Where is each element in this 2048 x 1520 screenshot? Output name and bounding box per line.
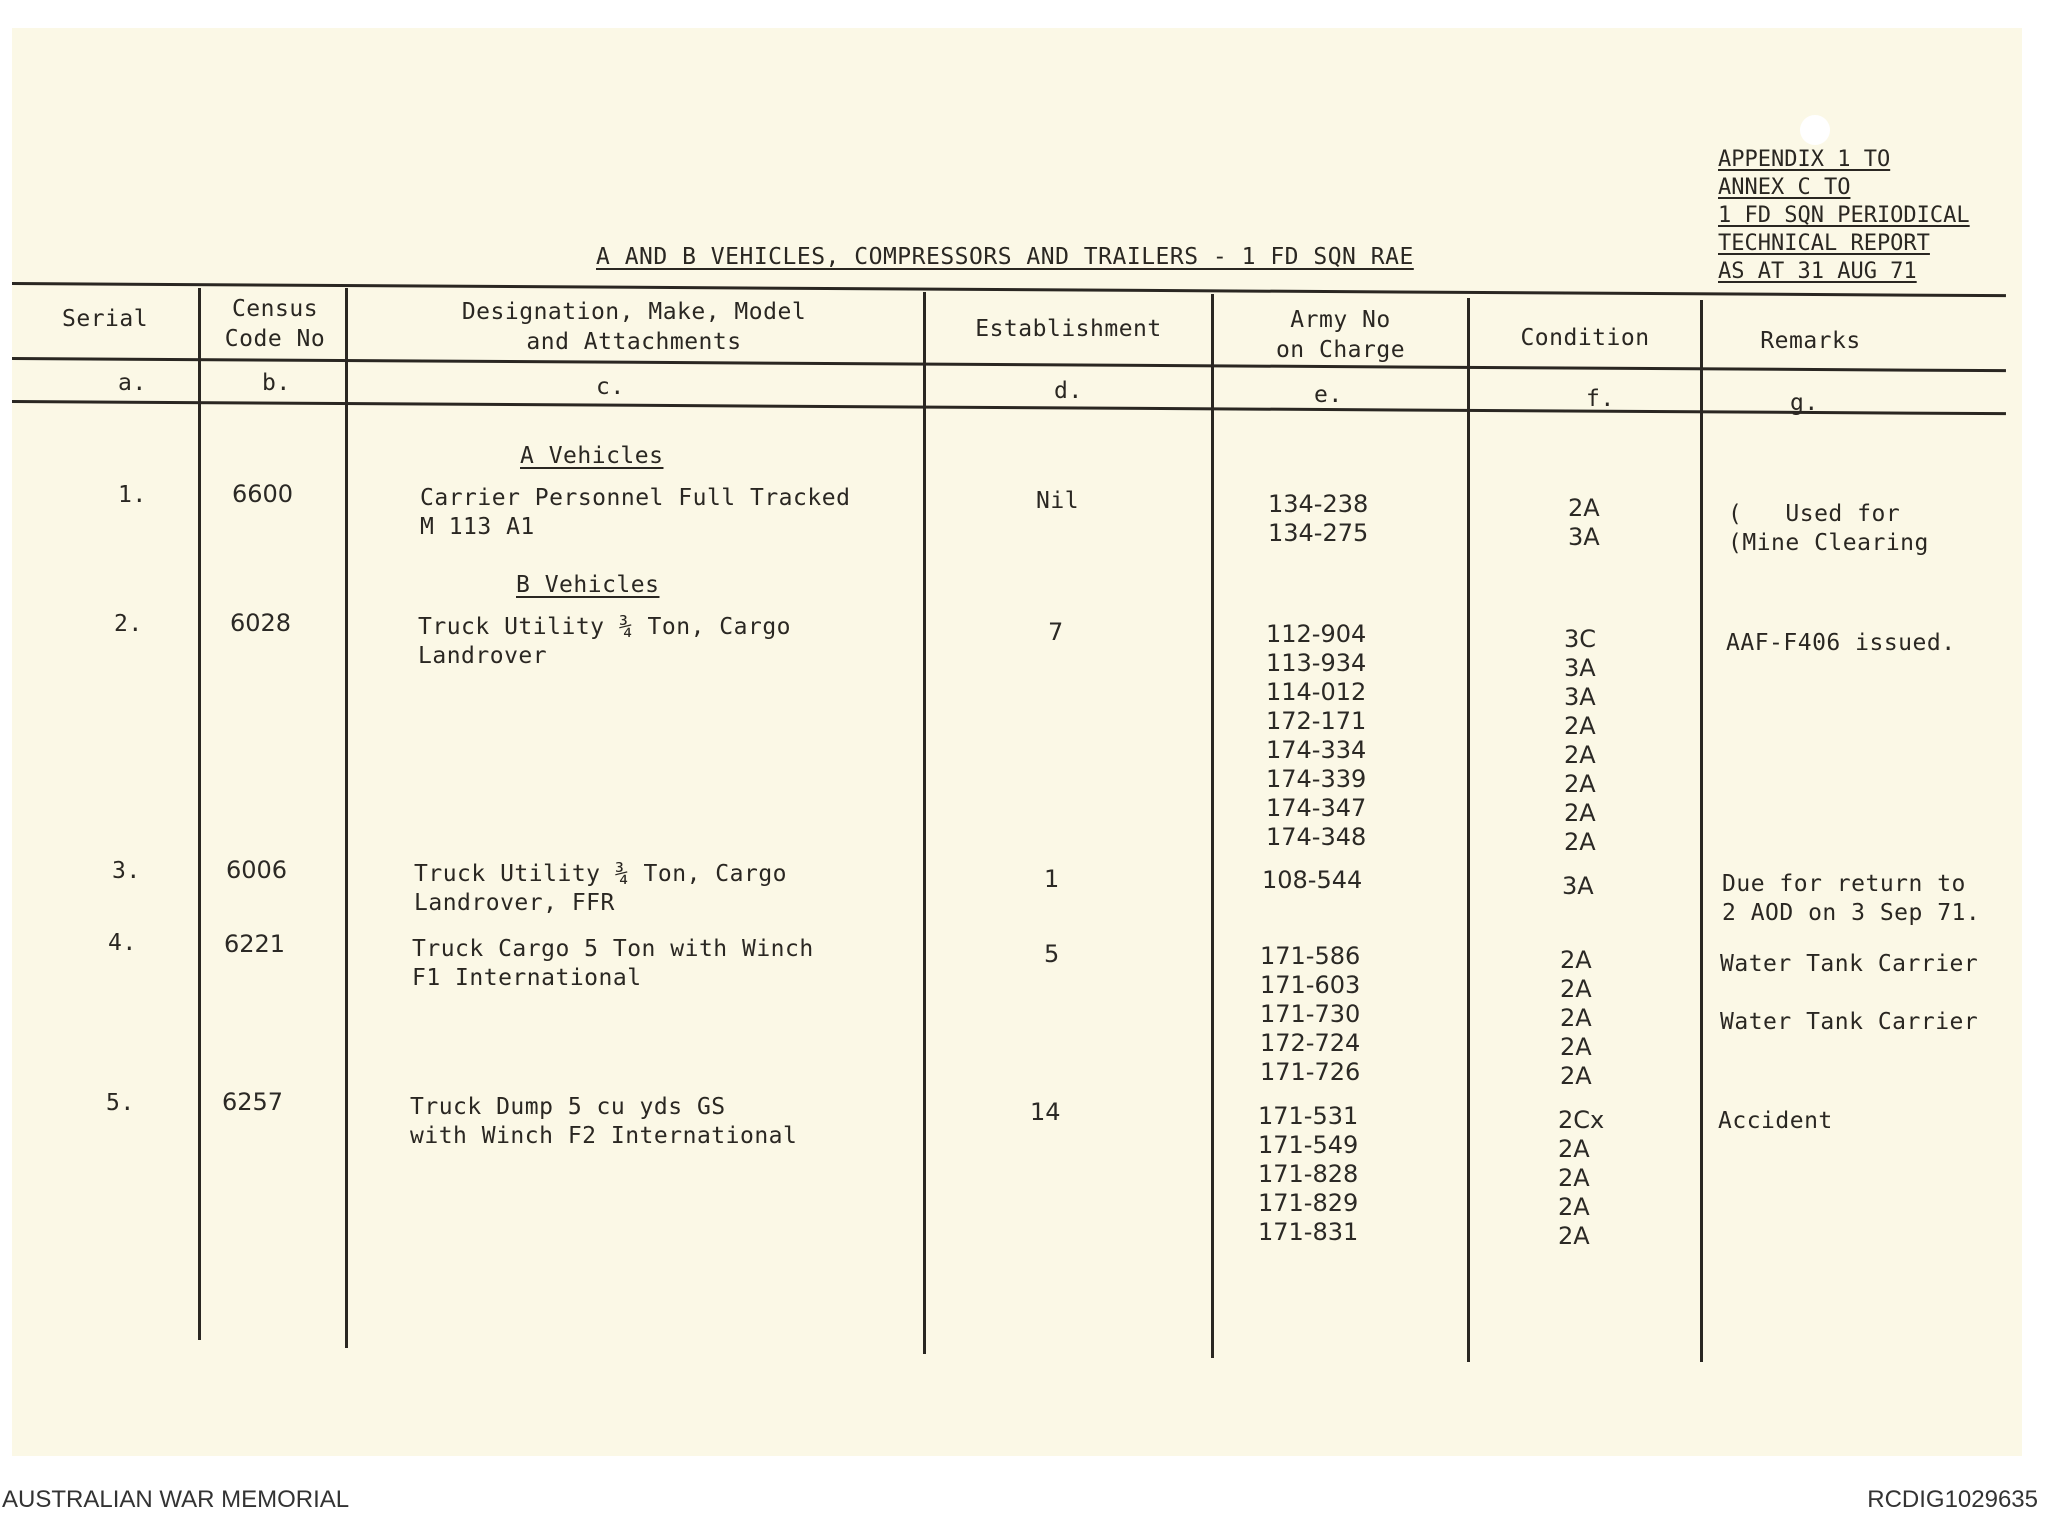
row-army-nos: 112-904 113-934 114-012 172-171 174-334 174-339 174-347 174-348 — [1266, 620, 1367, 851]
header-census: Census Code No — [224, 296, 326, 352]
row-census: 6257 — [222, 1088, 284, 1116]
row-conditions: 2A 2A 2A 2A 2A — [1560, 946, 1592, 1090]
row-establishment: 1 — [1044, 865, 1060, 893]
row-army-nos: 134-238 134-275 — [1268, 490, 1369, 547]
appendix-line: 1 FD SQN PERIODICAL — [1718, 203, 1970, 228]
column-divider — [923, 292, 926, 1354]
row-designation: Truck Utility ¾ Ton, Cargo Landrover — [418, 614, 792, 669]
column-letter: f. — [1586, 386, 1615, 412]
appendix-reference — [1718, 146, 1970, 286]
header-condition: Condition — [1520, 325, 1650, 351]
row-designation: Carrier Personnel Full Tracked M 113 A1 — [420, 485, 851, 540]
column-divider — [1211, 294, 1214, 1358]
row-census: 6028 — [230, 609, 292, 637]
column-letter: c. — [596, 374, 625, 400]
row-conditions: 2Cx 2A 2A 2A 2A — [1558, 1106, 1605, 1250]
column-divider — [198, 288, 201, 1340]
column-divider — [345, 288, 348, 1348]
header-army-no: Army No on Charge — [1275, 307, 1406, 363]
row-serial: 2. — [114, 611, 143, 637]
row-establishment: Nil — [1036, 488, 1080, 514]
header-serial: Serial — [62, 306, 149, 332]
column-divider — [1700, 300, 1703, 1362]
row-remarks: ( Used for (Mine Clearing — [1728, 501, 1929, 556]
column-letter: b. — [262, 370, 291, 396]
row-army-nos: 171-531 171-549 171-828 171-829 171-831 — [1258, 1102, 1359, 1246]
row-census: 6006 — [226, 856, 288, 884]
appendix-line: APPENDIX 1 TO — [1718, 147, 1891, 172]
row-conditions: 3A — [1562, 872, 1594, 900]
column-letter: e. — [1314, 382, 1343, 408]
row-census: 6600 — [232, 480, 294, 508]
row-establishment: 7 — [1048, 618, 1064, 646]
row-establishment: 14 — [1030, 1098, 1061, 1126]
row-designation: Truck Dump 5 cu yds GS with Winch F2 International — [410, 1094, 798, 1149]
header-establishment: Establishment — [975, 316, 1162, 342]
appendix-line: ANNEX C TO — [1718, 175, 1851, 200]
row-remarks: Water Tank Carrier Water Tank Carrier — [1720, 951, 1979, 1035]
row-conditions: 3C 3A 3A 2A 2A 2A 2A 2A — [1564, 625, 1597, 856]
column-letter: a. — [118, 370, 147, 396]
row-army-nos: 171-586 171-603 171-730 172-724 171-726 — [1260, 942, 1361, 1086]
header-remarks: Remarks — [1760, 328, 1861, 354]
row-remarks: Accident — [1718, 1108, 1833, 1134]
document-title: A AND B VEHICLES, COMPRESSORS AND TRAILERS - 1 FD SQN RAE — [596, 244, 1414, 270]
section-heading-a: A Vehicles — [520, 443, 664, 469]
footer-record-id: RCDIG1029635 — [1867, 1486, 2038, 1513]
column-divider — [1467, 298, 1470, 1362]
footer-archive-name: AUSTRALIAN WAR MEMORIAL — [2, 1486, 350, 1513]
row-serial: 1. — [118, 482, 147, 508]
row-remarks: Due for return to 2 AOD on 3 Sep 71. — [1722, 871, 1981, 926]
row-establishment: 5 — [1044, 940, 1060, 968]
row-serial: 4. — [108, 930, 137, 956]
row-remarks: AAF-F406 issued. — [1726, 630, 1956, 656]
appendix-line: AS AT 31 AUG 71 — [1718, 259, 1917, 284]
row-army-nos: 108-544 — [1262, 866, 1363, 894]
section-heading-b: B Vehicles — [516, 572, 660, 598]
row-serial: 5. — [106, 1090, 135, 1116]
appendix-line: TECHNICAL REPORT — [1718, 231, 1930, 256]
row-census: 6221 — [224, 930, 286, 958]
row-serial: 3. — [112, 858, 141, 884]
row-conditions: 2A 3A — [1568, 494, 1600, 551]
row-designation: Truck Cargo 5 Ton with Winch F1 International — [412, 936, 814, 991]
column-letter: d. — [1054, 378, 1083, 404]
header-designation: Designation, Make, Model and Attachments — [461, 299, 807, 355]
punch-hole — [1800, 115, 1830, 145]
row-designation: Truck Utility ¾ Ton, Cargo Landrover, FFR — [414, 861, 788, 916]
column-letter: g. — [1790, 390, 1819, 416]
